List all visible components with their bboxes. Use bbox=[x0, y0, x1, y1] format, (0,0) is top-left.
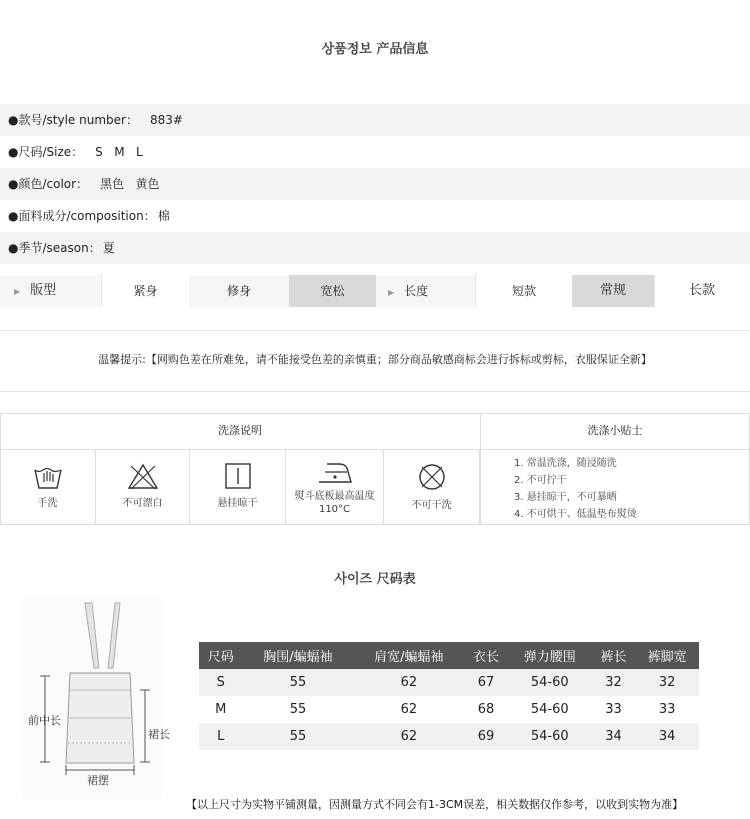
wash-tips-title: 洗涤小贴士 bbox=[587, 424, 643, 437]
size-title: 사이즈 尺码表 bbox=[334, 572, 416, 587]
table-cell: 54-60 bbox=[508, 669, 592, 696]
fit-option-loose: 宽松 bbox=[289, 275, 377, 307]
wash-item-hand-wash bbox=[0, 450, 96, 525]
length-label: ▶ 长度 bbox=[376, 275, 476, 307]
info-label: ●面料成分/composition： bbox=[8, 209, 156, 223]
info-label: ●季节/season： bbox=[8, 241, 101, 255]
size-note: 【以上尺寸为实物平铺测量，因测量方式不同会有1-3CM误差，相关数据仅作参考，以收到实物为准】 bbox=[186, 798, 684, 811]
table-row bbox=[199, 696, 699, 723]
table-cell: 32 bbox=[592, 669, 636, 696]
column-header: 胸围/蝙蝠袖 bbox=[243, 642, 354, 669]
info-label: ●尺码/Size： bbox=[8, 145, 84, 159]
table-header-row bbox=[199, 642, 699, 669]
info-value: 883# bbox=[149, 113, 183, 127]
length-option-long: 长款 bbox=[688, 283, 715, 298]
wash-label: 不可漂白 bbox=[122, 498, 163, 509]
info-value: 棉 bbox=[157, 209, 170, 223]
tip-item: 4. 不可烘干、低温垫布熨烫 bbox=[514, 509, 637, 520]
column-header: 衣长 bbox=[464, 642, 508, 669]
table-cell: 67 bbox=[464, 669, 508, 696]
notice-banner bbox=[0, 330, 750, 392]
info-label: ●款号/style number： bbox=[8, 113, 138, 127]
iron-icon bbox=[317, 460, 353, 486]
wash-item-hang-dry bbox=[190, 450, 286, 525]
size-table bbox=[199, 642, 699, 750]
info-value: S M L bbox=[95, 145, 143, 159]
table-cell: 33 bbox=[605, 702, 622, 717]
table-cell: 55 bbox=[243, 723, 354, 750]
wash-label: 悬挂晾干 bbox=[217, 498, 258, 509]
info-value: 夏 bbox=[102, 241, 115, 255]
table-cell: 55 bbox=[243, 669, 354, 696]
table-cell: 33 bbox=[658, 702, 676, 717]
column-header: 肩宽/蝙蝠袖 bbox=[353, 642, 464, 669]
info-row-color bbox=[0, 168, 750, 200]
table-cell: 54-60 bbox=[508, 723, 592, 750]
info-row-composition bbox=[0, 200, 750, 232]
column-header: 尺码 bbox=[199, 642, 243, 669]
fit-label: ▶ 版型 bbox=[0, 275, 102, 307]
page-title: 상품정보 产品信息 bbox=[321, 42, 429, 57]
no-dry-clean-icon bbox=[417, 462, 447, 492]
table-cell: L bbox=[199, 723, 243, 750]
table-cell: 68 bbox=[477, 702, 495, 717]
table-cell: 55 bbox=[289, 702, 307, 717]
table-row bbox=[199, 723, 699, 750]
wash-label: 不可干洗 bbox=[411, 500, 452, 511]
diagram-label-hem: 裙摆 bbox=[87, 774, 109, 787]
fit-option-tight: 紧身 bbox=[102, 275, 190, 307]
info-label: ●颜色/color： bbox=[8, 177, 89, 191]
triangle-right-icon: ▶ bbox=[14, 287, 21, 296]
table-cell: 62 bbox=[400, 702, 418, 717]
column-header: 裤脚宽 bbox=[635, 642, 699, 669]
table-cell: 62 bbox=[353, 669, 464, 696]
info-row-style bbox=[0, 104, 750, 136]
wash-item-no-dry-clean bbox=[384, 450, 480, 525]
table-cell: 34 bbox=[592, 723, 636, 750]
table-cell: 34 bbox=[635, 723, 699, 750]
notice-text: 温馨提示:【网购色差在所难免，请不能接受色差的亲慎重；部分商品敏感商标会进行拆标或剪标，衣服保证全新】 bbox=[98, 353, 652, 366]
tip-item: 3. 悬挂晾干，不可暴晒 bbox=[514, 492, 617, 503]
hang-dry-icon bbox=[224, 462, 252, 490]
table-cell: 62 bbox=[353, 723, 464, 750]
wash-label: 熨斗底板最高温度110°C bbox=[294, 491, 375, 515]
hand-wash-icon bbox=[33, 462, 63, 490]
wash-item-iron bbox=[286, 450, 384, 525]
wash-item-no-bleach bbox=[96, 450, 190, 525]
diagram-label-length: 裙长 bbox=[148, 728, 170, 741]
wash-label: 手洗 bbox=[37, 498, 58, 509]
table-cell: S bbox=[199, 669, 243, 696]
diagram-label-front: 前中长 bbox=[28, 714, 61, 727]
length-option-short: 短款 bbox=[476, 275, 573, 307]
tip-item: 1. 常温洗涤，随浸随洗 bbox=[514, 458, 617, 469]
triangle-right-icon: ▶ bbox=[388, 288, 395, 297]
wash-title: 洗涤说明 bbox=[218, 424, 262, 437]
length-option-regular: 常规 bbox=[572, 275, 655, 307]
table-cell: 32 bbox=[635, 669, 699, 696]
info-row-size bbox=[0, 136, 750, 168]
overalls-diagram bbox=[0, 598, 190, 798]
table-cell: 54-60 bbox=[530, 702, 569, 717]
table-cell: 69 bbox=[464, 723, 508, 750]
info-value: 黑色 黄色 bbox=[100, 177, 160, 191]
info-row-season bbox=[0, 232, 750, 264]
tip-item: 2. 不可拧干 bbox=[514, 475, 567, 486]
table-row bbox=[199, 669, 699, 696]
column-header: 裤长 bbox=[592, 642, 636, 669]
wash-tips bbox=[514, 455, 637, 523]
table-cell: M bbox=[215, 702, 227, 717]
column-header: 弹力腰围 bbox=[508, 642, 592, 669]
no-bleach-icon bbox=[127, 462, 159, 490]
fit-option-slim: 修身 bbox=[189, 275, 290, 307]
